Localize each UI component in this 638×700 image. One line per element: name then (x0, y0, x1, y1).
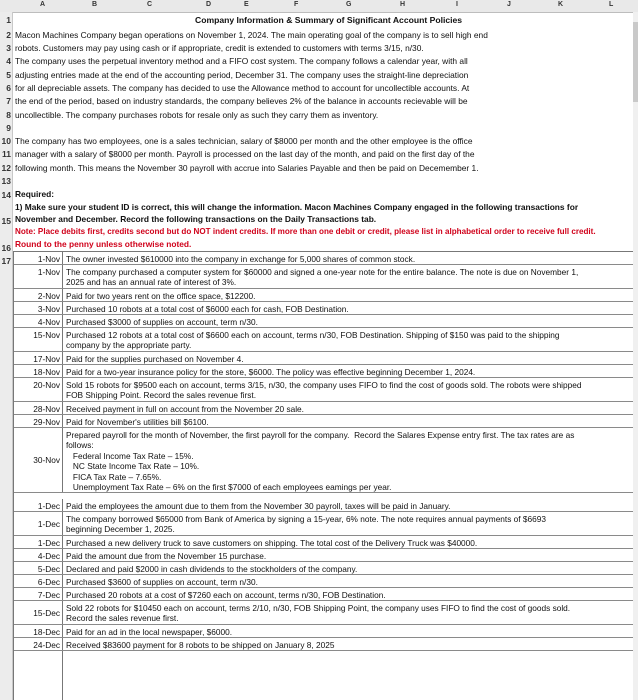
transaction-description: FICA Tax Rate – 7.65%. (66, 471, 162, 482)
table-row-divider (14, 650, 633, 651)
row-number[interactable]: 15 (1, 216, 11, 226)
transaction-description: Purchased 10 robots at a total cost of $6000 each for cash, FOB Destination. (66, 304, 349, 314)
row-number[interactable]: 12 (1, 163, 11, 173)
transaction-description: Paid for November's utilities bill $6100. (66, 417, 209, 427)
transaction-description: Purchased $3000 of supplies on account, term n/30. (66, 317, 258, 327)
column-header-g[interactable]: G (346, 1, 352, 8)
table-row[interactable] (14, 512, 633, 536)
scrollbar-thumb[interactable] (633, 22, 638, 102)
note-text: Note: Place debits first, credits second but do NOT indent credits. If more than one debit or credit, please list in alphabetical order to receive full credit. (15, 227, 596, 236)
transaction-description: Unemployment Tax Rate – 6% on the first $7000 of each employees eamings per year. (66, 482, 392, 492)
transaction-description: Sold 22 robots for $10450 each on account, terms 2/10, n/30, FOB Shipping Point, the company uses FIFO to find the cost of goods sold. (66, 603, 571, 613)
transaction-description: Paid the employees the amount due to them from the November 30 payroll, taxes will be paid in January. (66, 501, 451, 511)
transaction-date: 5-Dec (37, 564, 60, 574)
row-number[interactable]: 16 (1, 243, 11, 253)
transaction-description: Purchased a new delivery truck to save customers on shipping. The total cost of the Delivery Truck was $40000. (66, 538, 478, 548)
transaction-date: 7-Dec (37, 590, 60, 600)
employee-line: following month. This means the November 30 payroll with accrue into Salaries Payable and then be paid on Decemember 1. (15, 163, 479, 173)
vertical-scrollbar[interactable] (633, 12, 638, 700)
column-header-h[interactable]: H (400, 1, 406, 8)
table-row[interactable] (14, 601, 633, 625)
row-number[interactable]: 6 (6, 83, 11, 93)
transaction-description: Paid for two years rent on the office space, $12200. (66, 291, 256, 301)
row-number[interactable]: 2 (6, 30, 11, 40)
row-number[interactable]: 4 (6, 56, 11, 66)
table-row[interactable] (14, 265, 633, 289)
column-header-b[interactable]: B (92, 1, 98, 8)
column-header-i[interactable]: I (456, 1, 458, 8)
row-number[interactable]: 14 (1, 190, 11, 200)
transaction-description: Purchased 12 robots at a total cost of $6600 each on account, terms n/30, FOB Destination. Shipping of $150 was paid to the shipping (66, 330, 560, 340)
transaction-date: 15-Nov (33, 330, 60, 340)
transaction-date: 24-Dec (33, 640, 60, 650)
info-line: robots. Customers may pay using cash or if appropriate, credit is extended to customers with terms 3/15, n/30. (15, 43, 424, 53)
transaction-description: Paid for a two-year insurance policy for the store, $6000. The policy was effective beginning December 1, 2024. (66, 367, 476, 377)
info-line: The company uses the perpetual inventory method and a FIFO cost system. The company follows a calendar year, with all (15, 56, 468, 66)
transaction-description: Received payment in full on account from the November 20 sale. (66, 404, 304, 414)
column-header-f[interactable]: F (294, 1, 299, 8)
transaction-description: beginning December 1, 2025. (66, 524, 175, 535)
transaction-date: 4-Dec (37, 551, 60, 561)
row-number[interactable]: 7 (6, 96, 11, 106)
required-line: November and December. Record the following transactions on the Daily Transactions tab. (15, 214, 377, 224)
transaction-date: 15-Dec (33, 608, 60, 618)
row-number[interactable]: 10 (1, 136, 11, 146)
transaction-date: 18-Nov (33, 367, 60, 377)
transaction-date: 2-Nov (37, 291, 60, 301)
transaction-description: Federal Income Tax Rate – 15%. (66, 450, 194, 461)
transaction-description: Purchased $3600 of supplies on account, term n/30. (66, 577, 258, 587)
transaction-description: 2025 and has an annual rate of interest of 3%. (66, 277, 237, 288)
transactions-table (13, 251, 634, 700)
info-line: Macon Machines Company began operations on November 1, 2024. The main operating goal of the company is to sell high end (15, 30, 488, 40)
info-line: the end of the period, based on industry standards, the company believes 2% of the balance in accounts recievable will be (15, 96, 468, 106)
transaction-date: 3-Nov (37, 304, 60, 314)
row-number[interactable]: 3 (6, 43, 11, 53)
column-header-c[interactable]: C (147, 1, 153, 8)
transaction-description: The owner invested $610000 into the company in exchange for 5,000 shares of common stock. (66, 254, 416, 264)
round-text: Round to the penny unless otherwise noted. (15, 239, 192, 249)
row-header-bar (0, 12, 13, 700)
table-row[interactable] (14, 428, 633, 493)
column-header-k[interactable]: K (558, 1, 564, 8)
transaction-description: Paid for an ad in the local newspaper, $6000. (66, 627, 233, 637)
transaction-description: NC State Income Tax Rate – 10%. (66, 461, 200, 472)
employee-line: manager with a salary of $8000 per month. Payroll is processed on the last day of the month, and paid on the first day of the (15, 149, 475, 159)
required-line: 1) Make sure your student ID is correct, this will change the information. Macon Machines Company engaged in the following transactions for (15, 202, 579, 212)
transaction-date: 29-Nov (33, 417, 60, 427)
row-number[interactable]: 11 (2, 149, 11, 159)
page-title: Company Information & Summary of Significant Account Policies (195, 15, 463, 25)
transaction-description: Sold 15 robots for $9500 each on account, terms 3/15, n/30, the company uses FIFO to find the cost of goods sold. The robots were shipped (66, 380, 582, 390)
transaction-description: follows: (66, 440, 94, 451)
transaction-date: 18-Dec (33, 627, 60, 637)
column-header-j[interactable]: J (507, 1, 511, 8)
row-number[interactable]: 17 (1, 256, 11, 266)
transaction-description: Paid for the supplies purchased on November 4. (66, 354, 244, 364)
transaction-description: company by the appropriate party. (66, 340, 192, 351)
transaction-description: The company borrowed $65000 from Bank of America by signing a 15-year, 6% note. The note requires annual payments of $6693 (66, 514, 546, 524)
transaction-date: 20-Nov (33, 380, 60, 390)
transaction-description: FOB Shipping Point. Record the sales revenue first. (66, 390, 257, 401)
transaction-date: 1-Dec (37, 501, 60, 511)
transaction-description: The company purchased a computer system for $60000 and signed a one-year note for the entire balance. The note is due on November 1, (66, 267, 579, 277)
info-line: for all depreciable assets. The company has decided to use the Allowance method to account for uncollectible accounts. At (15, 83, 470, 93)
transaction-description: Record the sales revenue first. (66, 613, 179, 624)
table-row[interactable] (14, 378, 633, 402)
column-header-e[interactable]: E (244, 1, 249, 8)
row-number[interactable]: 5 (6, 70, 11, 80)
info-line: uncollectible. The company purchases robots for resale only as such they carry them as inventory. (15, 110, 379, 120)
row-number[interactable]: 8 (6, 110, 11, 120)
transaction-date: 6-Dec (37, 577, 60, 587)
row-number[interactable]: 9 (6, 123, 11, 133)
transaction-date: 17-Nov (33, 354, 60, 364)
transaction-date: 1-Dec (37, 538, 60, 548)
transaction-description: Prepared payroll for the month of November, the first payroll for the company. Record the Salares Expense entry first. The tax rates are as (66, 430, 575, 440)
transaction-date: 28-Nov (33, 404, 60, 414)
column-header-d[interactable]: D (206, 1, 212, 8)
employee-line: The company has two employees, one is a sales technician, salary of $8000 per month and the other employee is the office (15, 136, 473, 146)
transaction-description: Received $83600 payment for 8 robots to be shipped on January 8, 2025 (66, 640, 335, 650)
transaction-date: 1-Dec (37, 519, 60, 529)
transaction-description: Declared and paid $2000 in cash dividends to the stockholders of the company. (66, 564, 358, 574)
column-header-l[interactable]: L (609, 1, 614, 8)
transaction-description: Paid the amount due from the November 15 purchase. (66, 551, 267, 561)
column-header-bar (0, 0, 638, 13)
table-row[interactable] (14, 328, 633, 352)
transaction-date: 4-Nov (37, 317, 60, 327)
required-heading: Required: (15, 189, 55, 199)
row-number[interactable]: 13 (1, 176, 11, 186)
transaction-date: 1-Nov (37, 267, 60, 277)
transaction-description: Purchased 20 robots at a cost of $7260 each on account, terms n/30, FOB Destination. (66, 590, 386, 600)
info-line: adjusting entries made at the end of the accounting period, December 31. The company uses the straight-line depreciation (15, 70, 469, 80)
column-header-a[interactable]: A (40, 1, 46, 8)
transaction-date: 1-Nov (37, 254, 60, 264)
transaction-date: 30-Nov (33, 455, 60, 465)
row-number[interactable]: 1 (6, 15, 11, 25)
